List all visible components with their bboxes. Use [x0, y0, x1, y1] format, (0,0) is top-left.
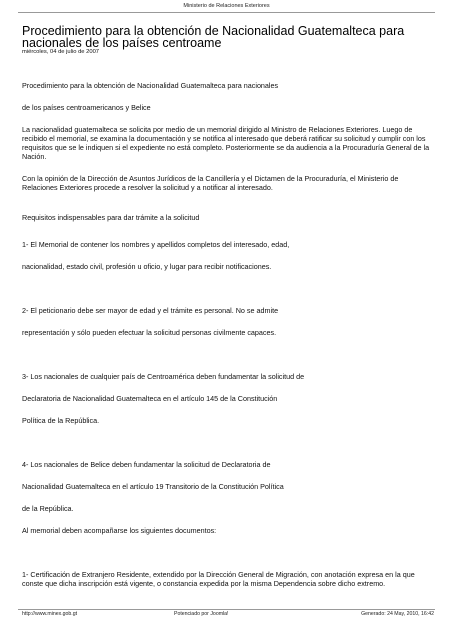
paragraph: Política de la República.: [22, 416, 100, 425]
paragraph: de los países centroamericanos y Belice: [22, 103, 151, 112]
footer-generated: Generado: 24 May, 2010, 16:42: [361, 611, 434, 617]
paragraph: Procedimiento para la obtención de Nacionalidad Guatemalteca para nacionales: [22, 81, 279, 90]
header-divider: [18, 12, 435, 13]
paragraph: 1- Certificación de Extranjero Residente, extendido por la Dirección General de Migración, con anotación expresa en la que conste que dicha inscripción está vigente, o constancia expedida por la misma Dependencia sobre dicho extremo.: [22, 570, 415, 588]
footer-url: http://www.minex.gob.gt: [22, 611, 78, 617]
paragraph: de la República.: [22, 504, 74, 513]
site-header: Ministerio de Relaciones Exteriores: [183, 3, 270, 9]
paragraph: 2- El peticionario debe ser mayor de edad y el trámite es personal. No se admite: [22, 306, 279, 315]
paragraph: Con la opinión de la Dirección de Asuntos Jurídicos de la Cancillería y el Dictamen de la Procuraduría, el Ministerio de Relaciones Exteriores procede a resolver la solicitud y a notificar al interesado.: [22, 174, 399, 192]
footer-divider: [18, 609, 435, 610]
paragraph: 1- El Memorial de contener los nombres y apellidos completos del interesado, edad,: [22, 240, 290, 249]
paragraph: Declaratoria de Nacionalidad Guatemalteca en el artículo 145 de la Constitución: [22, 394, 278, 403]
paragraph: 4- Los nacionales de Belice deben fundamentar la solicitud de Declaratoria de: [22, 460, 271, 469]
paragraph: Requisitos indispensables para dar trámite a la solicitud: [22, 213, 200, 222]
paragraph: Nacionalidad Guatemalteca en el artículo 19 Transitorio de la Constitución Política: [22, 482, 284, 491]
paragraph: representación y sólo pueden efectuar la solicitud personas civilmente capaces.: [22, 328, 277, 337]
paragraph: La nacionalidad guatemalteca se solicita por medio de un memorial dirigido al Ministro de Relaciones Exteriores. Luego de recibido el memorial, se examina la documentación y se notifica al interesado que deberá ratificar su solicitud y cumplir con los requisitos que se le indiquen si el expediente no está completo. Posteriormente se da audiencia a la Procuraduría General de la Nación.: [22, 125, 430, 161]
article-title: Procedimiento para la obtención de Nacionalidad Guatemalteca para nacionales de los países centroame: [22, 24, 405, 50]
article: [22, 25, 434, 588]
footer-powered-by: Potenciado por Joomla!: [174, 611, 229, 617]
paragraph: 3- Los nacionales de cualquier país de Centroamérica deben fundamentar la solicitud de: [22, 372, 305, 381]
paragraph: Al memorial deben acompañarse los siguientes documentos:: [22, 526, 217, 535]
article-date: miércoles, 04 de julio de 2007: [22, 49, 100, 55]
paragraph: nacionalidad, estado civil, profesión u oficio, y lugar para recibir notificaciones.: [22, 262, 272, 271]
